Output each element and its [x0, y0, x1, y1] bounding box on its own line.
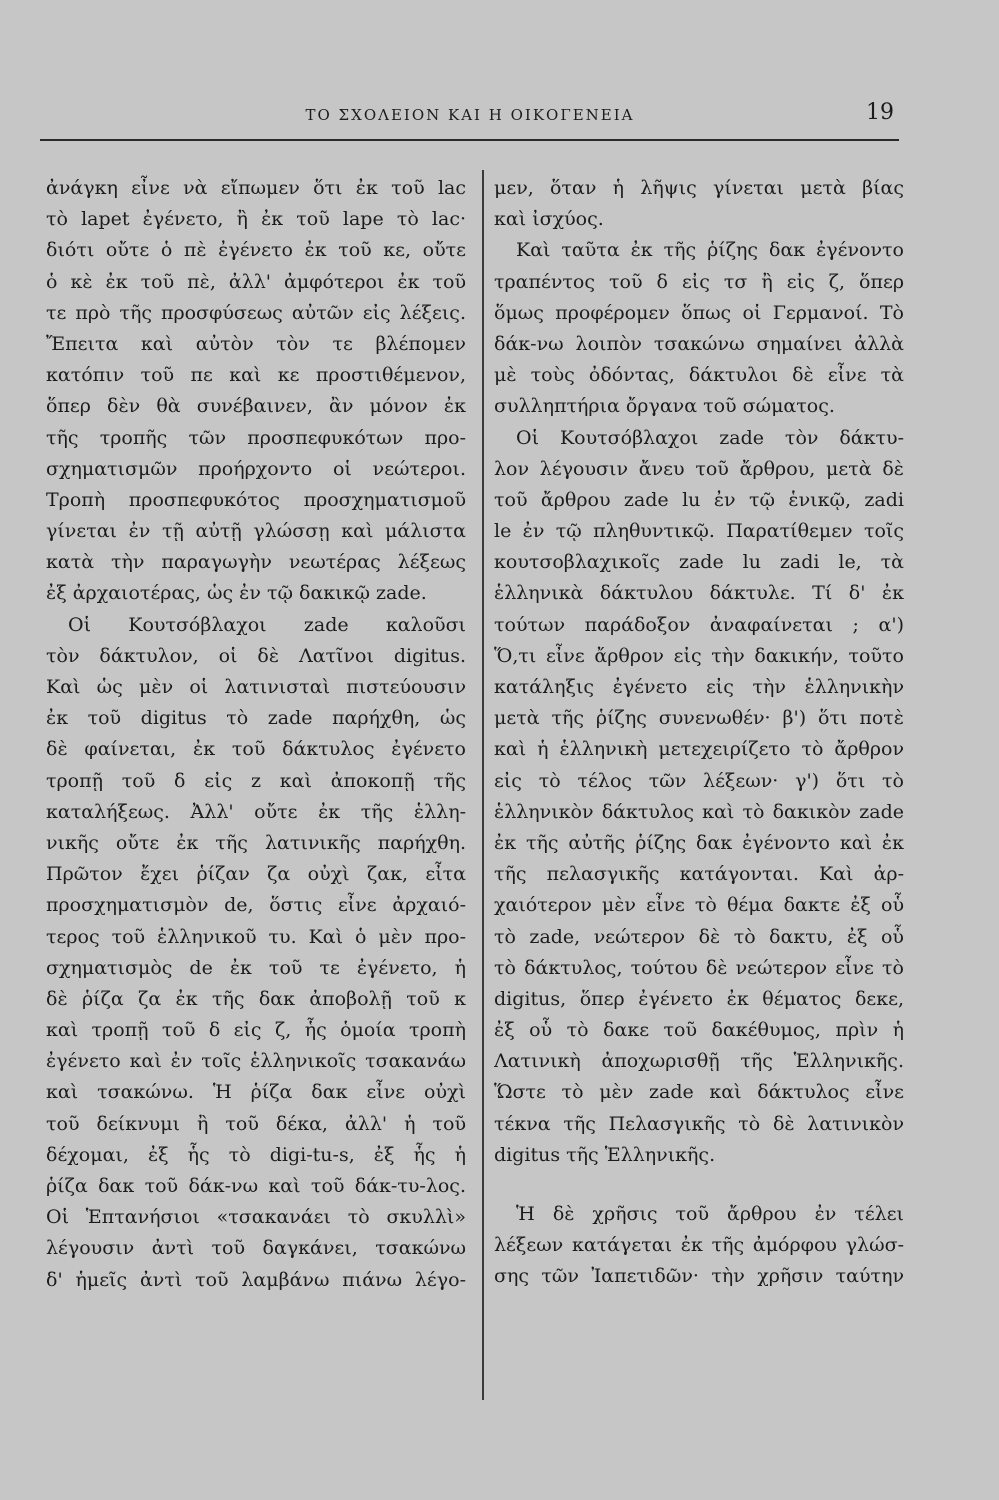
text-line: δὲ ῥίζα ζα ἐκ τῆς δακ ἀποβολῇ τοῦ κ [46, 987, 466, 1010]
text-line: διότι οὔτε ὁ πὲ ἐγένετο ἐκ τοῦ κε, οὔτε [46, 239, 466, 262]
text-line: κατόπιν τοῦ πε καὶ κε προστιθέμενον, [46, 364, 466, 387]
text-line: ἐκ τοῦ digitus τὸ zade παρήχθη, ὡς [46, 707, 466, 730]
column-divider [482, 170, 484, 1400]
text-line: τε πρὸ τῆς προσφύσεως αὐτῶν εἰς λέξεις. [46, 301, 466, 324]
text-line: ἀνάγκη εἶνε νὰ εἴπωμεν ὅτι ἐκ τοῦ lac [46, 177, 466, 199]
text-line: προσχηματισμὸν de, ὅστις εἶνε ἀρχαιό- [46, 894, 466, 917]
text-line: ἐξ οὗ τὸ δακε τοῦ δακέθυμος, πρὶν ἡ [494, 1019, 904, 1042]
text-line: σχηματισμῶν προήρχοντο οἱ νεώτεροι. [46, 457, 466, 480]
text-line: καὶ ἰσχύος. [494, 208, 604, 231]
text-line: ἐκ τῆς αὐτῆς ῥίζης δακ ἐγένοντο καὶ ἐκ [494, 831, 904, 854]
text-line: digitus τῆς Ἑλληνικῆς. [494, 1143, 716, 1166]
text-line: le ἐν τῷ πληθυντικῷ. Παρατίθεμεν τοῖς [494, 520, 904, 543]
text-line: τραπέντος τοῦ δ εἰς τσ ἢ εἰς ζ, ὅπερ [494, 270, 904, 293]
page-number: 19 [866, 100, 894, 125]
text-line: τούτων παράδοξον ἀναφαίνεται ; α') [494, 613, 904, 636]
text-line: καὶ τροπῇ τοῦ δ εἰς ζ, ἧς ὁμοία τροπὴ [46, 1019, 466, 1042]
text-line: Καὶ ταῦτα ἐκ τῆς ῥίζης δακ ἐγένοντο [516, 239, 904, 262]
left-column [46, 173, 466, 1296]
text-line: κατάληξις ἐγένετο εἰς τὴν ἑλληνικὴν [494, 676, 904, 698]
text-line: Ὥστε τὸ μὲν zade καὶ δάκτυλος εἶνε [494, 1081, 904, 1104]
text-line: γίνεται ἐν τῇ αὐτῇ γλώσσῃ καὶ μάλιστα [46, 520, 466, 543]
text-line: τῆς πελασγικῆς κατάγονται. Καὶ ἀρ- [494, 863, 904, 886]
text-line: μετὰ τῆς ῥίζης συνενωθέν· β') ὅτι ποτὲ [494, 707, 904, 730]
text-line: Καὶ ὡς μὲν οἱ λατινισταὶ πιστεύουσιν [46, 676, 466, 698]
text-line: κατὰ τὴν παραγωγὴν νεωτέρας λέξεως [46, 551, 466, 574]
text-line: νικῆς οὔτε ἐκ τῆς λατινικῆς παρήχθη. [46, 831, 466, 854]
text-line: ἑλληνικὸν δάκτυλος καὶ τὸ δακικὸν zade [494, 800, 904, 823]
text-line: Ὅ,τι εἶνε ἄρθρον εἰς τὴν δακικήν, τοῦτο [494, 644, 904, 667]
text-line: ῥίζα δακ τοῦ δάκ-νω καὶ τοῦ δάκ-τυ-λος. [46, 1175, 466, 1197]
right-column [494, 173, 904, 1293]
text-line: δάκ-νω λοιπὸν τσακώνω σημαίνει ἀλλὰ [494, 332, 904, 355]
text-line: χαιότερον μὲν εἶνε τὸ θέμα δακτε ἐξ οὗ [494, 894, 904, 917]
text-line: μὲ τοὺς ὀδόντας, δάκτυλοι δὲ εἶνε τὰ [494, 364, 904, 387]
text-line: τὸ δάκτυλος, τούτου δὲ νεώτερον εἶνε τὸ [494, 956, 904, 979]
text-line: τερος τοῦ ἑλληνικοῦ τυ. Καὶ ὁ μὲν προ- [46, 925, 466, 948]
text-line: Ἡ δὲ χρῆσις τοῦ ἄρθρου ἐν τέλει [516, 1203, 904, 1225]
header-rule [40, 139, 899, 141]
text-line: τῆς τροπῆς τῶν προσπεφυκότων προ- [46, 426, 466, 449]
text-line: συλληπτήρια ὄργανα τοῦ σώματος. [494, 395, 835, 418]
text-line: δ' ἡμεῖς ἀντὶ τοῦ λαμβάνω πιάνω λέγο- [46, 1268, 466, 1291]
text-line: Ἔπειτα καὶ αὐτὸν τὸν τε βλέπομεν [46, 332, 466, 355]
text-line: τοῦ δείκνυμι ἢ τοῦ δέκα, ἀλλ' ἡ τοῦ [46, 1112, 466, 1135]
running-header: ΤΟ ΣΧΟΛΕΙΟΝ ΚΑΙ Η ΟΙΚΟΓΕΝΕΙΑ [305, 106, 635, 124]
text-line: Πρῶτον ἔχει ῥίζαν ζα οὐχὶ ζακ, εἶτα [46, 863, 466, 886]
text-line: ὅμως προφέρομεν ὅπως οἱ Γερμανοί. Τὸ [494, 301, 904, 324]
text-line: σης τῶν Ἰαπετιδῶν· τὴν χρῆσιν ταύτην [494, 1265, 904, 1288]
text-line: δὲ φαίνεται, ἐκ τοῦ δάκτυλος ἐγένετο [46, 738, 466, 761]
text-line: λον λέγουσιν ἄνευ τοῦ ἄρθρου, μετὰ δὲ [494, 457, 904, 480]
text-line: τροπῇ τοῦ δ εἰς z καὶ ἀποκοπῇ τῆς [46, 769, 466, 792]
text-line: ἑλληνικὰ δάκτυλου δάκτυλε. Τί δ' ἐκ [494, 582, 904, 605]
text-line: τὸ lapet ἐγένετο, ἢ ἐκ τοῦ lape τὸ lac· [46, 208, 466, 231]
text-line: Τροπὴ προσπεφυκότος προσχηματισμοῦ [46, 488, 466, 511]
text-line: Λατινικὴ ἀποχωρισθῇ τῆς Ἑλληνικῆς. [494, 1050, 904, 1073]
text-line: τέκνα τῆς Πελασγικῆς τὸ δὲ λατινικὸν [494, 1112, 904, 1135]
text-line: δέχομαι, ἐξ ἧς τὸ digi-tu-s, ἐξ ἧς ἡ [46, 1143, 466, 1166]
text-line: εἰς τὸ τέλος τῶν λέξεων· γ') ὅτι τὸ [494, 769, 904, 792]
text-line: ὁ κὲ ἐκ τοῦ πὲ, ἀλλ' ἀμφότεροι ἐκ τοῦ [46, 270, 466, 293]
text-line: digitus, ὅπερ ἐγένετο ἐκ θέματος δεκε, [494, 987, 904, 1010]
text-line: Οἱ Ἑπτανήσιοι «τσακανάει τὸ σκυλλὶ» [46, 1206, 466, 1229]
text-line: ἐξ ἀρχαιοτέρας, ὡς ἐν τῷ δακικῷ zade. [46, 582, 427, 605]
text-line: καὶ τσακώνω. Ἡ ῥίζα δακ εἶνε οὐχὶ [46, 1081, 466, 1104]
text-line: τὸν δάκτυλον, οἱ δὲ Λατῖνοι digitus. [46, 644, 466, 667]
text-line: κουτσοβλαχικοῖς zade lu zadi le, τὰ [494, 551, 904, 574]
text-line: Οἱ Κουτσόβλαχοι zade καλοῦσι [68, 613, 466, 636]
text-line: καταλήξεως. Ἀλλ' οὔτε ἐκ τῆς ἑλλη- [46, 800, 466, 823]
text-line: λέξεων κατάγεται ἐκ τῆς ἀμόρφου γλώσ- [494, 1234, 904, 1257]
text-line: καὶ ἡ ἑλληνικὴ μετεχειρίζετο τὸ ἄρθρον [494, 738, 904, 761]
text-line: τὸ zade, νεώτερον δὲ τὸ δακτυ, ἐξ οὗ [494, 925, 904, 948]
text-line: Οἱ Κουτσόβλαχοι zade τὸν δάκτυ- [516, 426, 904, 449]
text-line: τοῦ ἄρθρου zade lu ἐν τῷ ἑνικῷ, zadi [494, 488, 904, 511]
text-line: ὅπερ δὲν θὰ συνέβαινεν, ἂν μόνον ἐκ [46, 395, 466, 418]
text-line: ἐγένετο καὶ ἐν τοῖς ἑλληνικοῖς τσακανάω [46, 1050, 466, 1073]
text-line: σχηματισμὸς de ἐκ τοῦ τε ἐγένετο, ἡ [46, 956, 466, 979]
text-line: λέγουσιν ἀντὶ τοῦ δαγκάνει, τσακώνω [46, 1237, 466, 1260]
text-line: μεν, ὅταν ἡ λῆψις γίνεται μετὰ βίας [494, 177, 904, 199]
